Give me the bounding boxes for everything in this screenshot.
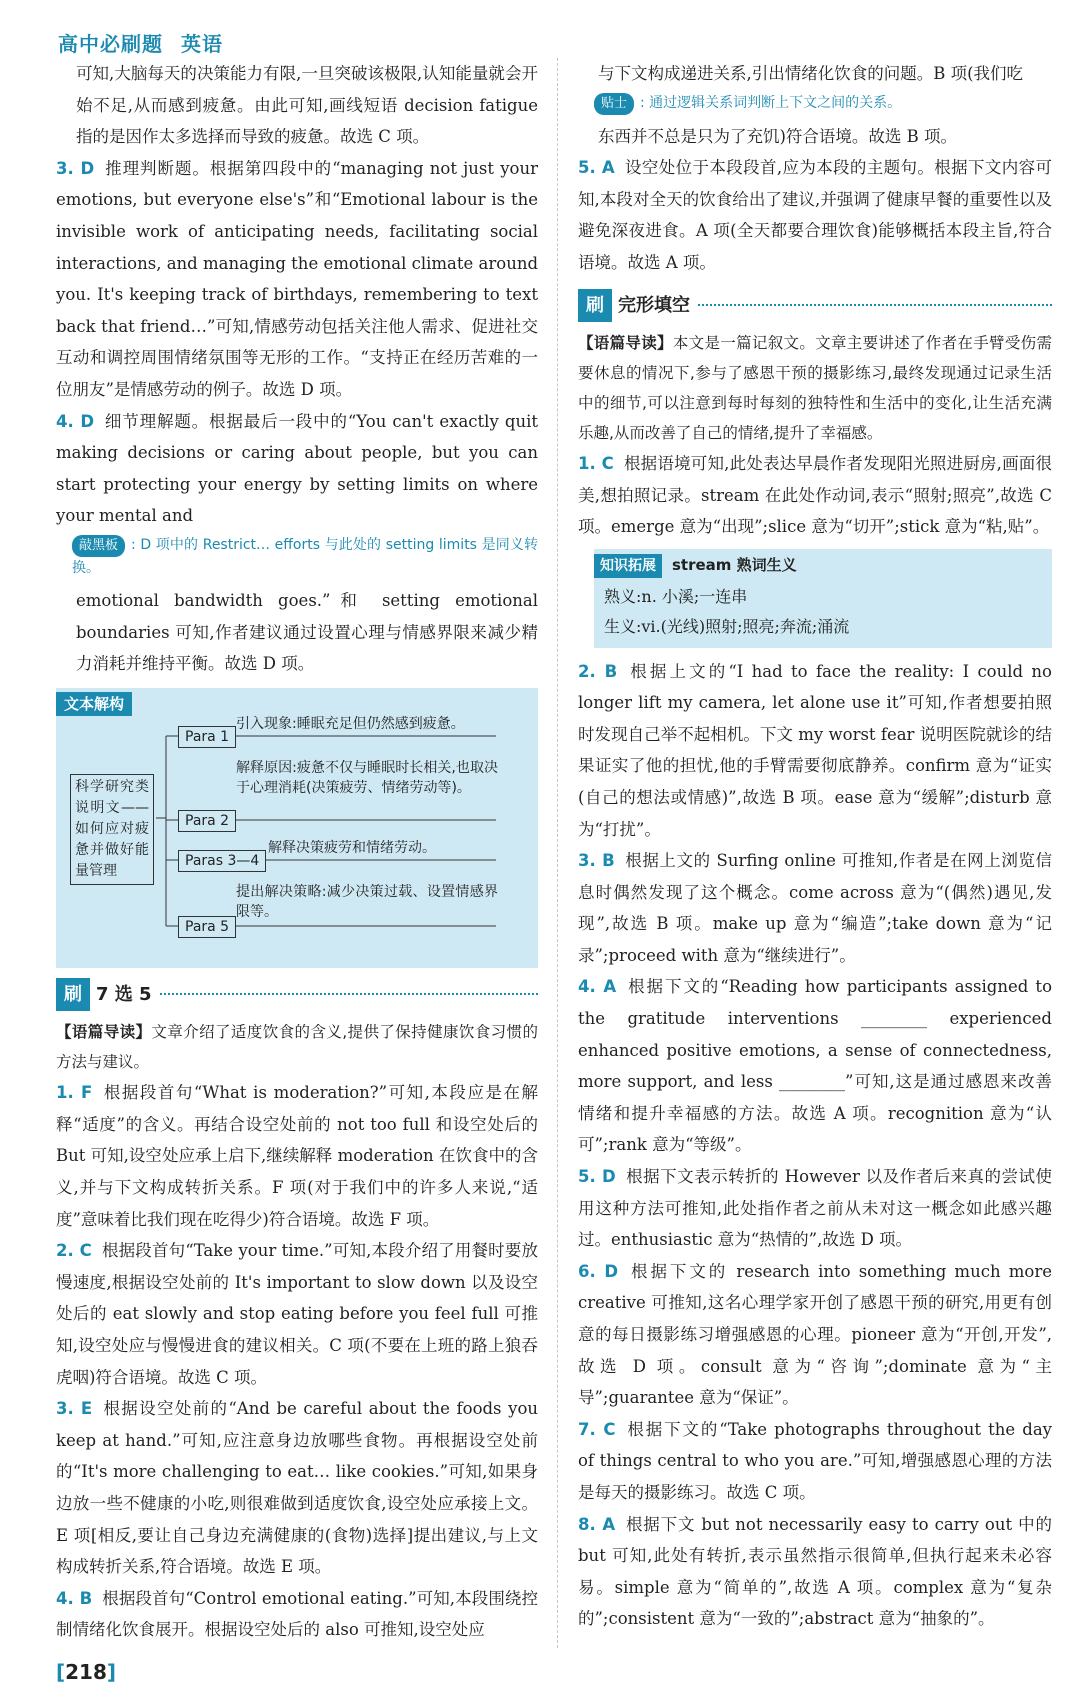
answer-text: 根据下文的“Take photographs throughout the day of things central to who you are.”可知,增强感恩心理的方法是每天的摄影练习。故选 C 项。 [578,1419,1052,1502]
structure-desc-2: 解释原因:疲惫不仅与睡眠时长相关,也取决于心理消耗(决策疲劳、情绪劳动等)。 [236,759,498,796]
structure-title: 文本解构 [56,692,132,716]
tip-note [594,92,1052,115]
page-number-text: 218 [65,1660,107,1684]
structure-desc-1: 引入现象:睡眠充足但仍然感到疲惫。 [236,715,465,732]
answer-text: 根据段首句“Control emotional eating.”可知,本段围绕控制情绪化饮食展开。根据设空处后的 also 可推知,设空处应 [56,1588,539,1640]
right-column [578,58,1052,1635]
reading-guide-label: 【语篇导读】 [578,334,673,353]
reading-guide-text: 文章介绍了适度饮食的含义,提供了保持健康饮食习惯的方法与建议。 [56,1023,538,1072]
answer-number: 1. F [56,1083,93,1103]
section-rule [160,993,538,995]
answer-text: 根据段首句“Take your time.”可知,本段介绍了用餐时要放慢速度,根据设空处前的 It's important to slow down 以及设空处后的 eat slowly and stop eating before you feel full 可推知,设空处应与慢慢进食的建议相关。C 项(不要在上班的路上狼吞虎咽)符合语境。故选 C 项。 [56,1241,539,1387]
cloze-item-3 [578,845,1052,971]
cloze-item-8 [578,1509,1052,1635]
page-number-bracket: ] [106,1660,117,1684]
tip-badge: 贴士 [594,93,634,115]
section-title: 7 选 5 [96,983,152,1005]
cloze-item-1 [578,448,1052,543]
answer-text: 根据段首句“What is moderation?”可知,本段应是在解释“适度”的含义。再结合设空处前的 not too full 和设空处后的 But 可知,设空处应承上启下,继续解释 moderation 在饮食中的含义,并与下文构成转折关系。F 项(对于我们中的许多人来说,“适度”意味着比我们现在吃得少)符合语境。故选 F 项。 [56,1083,539,1229]
answer-number: 2. C [56,1241,92,1261]
book-title: 高中必刷题 [58,32,163,56]
answer-number: 3. B [578,851,615,871]
reading-guide [578,328,1052,448]
answer-number: 3. D [56,158,95,178]
answer-number: 4. D [56,411,95,431]
running-head [58,28,241,57]
answer-text: 根据下文 but not necessarily easy to carry out 中的 but 可知,此处有转折,表示虽然指示很简单,但执行起来未必容易。simple 意为“简单的”,故选 A 项。complex 意为“复杂的”;consistent 意为“一致的”;abstract 意为“抽象的”。 [578,1514,1052,1629]
answer-text: 根据下文的 research into something much more creative 可推知,这名心理学家开创了感恩干预的研究,用更有创意的每日摄影练习增强感恩的心理。pioneer 意为“开创,开发”,故选 D 项。consult 意为“咨询”;dominate 意为“主导”;guarantee 意为“保证”。 [578,1261,1053,1408]
answer-item-3 [56,153,538,406]
answer-item-4 [56,406,538,532]
structure-diagram [56,688,538,968]
section-badge: 刷 [578,289,612,323]
cloze-item-4 [578,971,1052,1161]
answer-text: 根据上文的“I had to face the reality: I could no longer lift my camera, let alone use it”可知,作者想要拍照时发现自己举不起相机。下文 my worst fear 说明医院就诊的结果证实了他的担忧,他的手臂需要彻底静养。confirm 意为“证实(自己的想法或情感)”,故选 B 项。ease 意为“缓解”;disturb 意为“打扰”。 [578,661,1052,839]
reading-guide-label: 【语篇导读】 [56,1023,152,1042]
cloze-item-6 [578,1256,1052,1414]
knowledge-title: 知识拓展 [594,554,662,578]
knowledge-box [594,549,1052,648]
answer-text: 根据上文的 Surfing online 可推知,作者是在网上浏览信息时偶然发现了这个概念。come across 意为“(偶然)遇见,发现”,故选 B 项。make up 意为“编造”;take down 意为“记录”;proceed with 意为“继续进行”。 [578,851,1053,965]
answer-continuation: 与下文构成递进关系,引出情绪化饮食的问题。B 项(我们吃 [598,64,1024,83]
reading-guide [56,1017,538,1077]
section-badge: 刷 [56,978,90,1012]
structure-para-2: Para 2 [178,810,236,832]
answer-text: 设空处位于本段段首,应为本段的主题句。根据下文内容可知,本段对全天的饮食给出了建议,并强调了健康早餐的重要性以及避免深夜进食。A 项(全天都要合理饮食)能够概括本段主旨,符合语境。故选 A 项。 [578,158,1053,272]
answer-item-3b [56,1393,538,1583]
answer-item-4b [56,1583,538,1646]
answer-item-2 [56,1235,538,1393]
answer-text: 根据下文的“Reading how participants assigned to the gratitude interventions ________ experienced enhanced positive emotions, a sense of connectedness, more support, and less ________”可知,这是通过感恩来改善情绪和提升幸福感的方法。故选 A 项。recognition 意为“认可”;rank 意为“等级”。 [578,977,1052,1155]
answer-text: 根据语境可知,此处表达早晨作者发现阳光照进厨房,画面很美,想拍照记录。stream 在此处作动词,表示“照射;照亮”,故选 C 项。emerge 意为“出现”;slice 意为“切开”;stick 意为“粘,贴”。 [578,454,1052,537]
answer-text: 根据下文表示转折的 However 以及作者后来真的尝试使用这种方法可推知,此处指作者之前从未对这一概念如此感兴趣过。enthusiastic 意为“热情的”,故选 D 项。 [578,1167,1052,1250]
knowledge-head: stream 熟词生义 [672,555,797,574]
answer-item-5 [578,152,1052,278]
answer-text: 东西并不总是只为了充饥)符合语境。故选 B 项。 [598,126,958,146]
answer-text: 细节理解题。根据最后一段中的“You can't exactly quit making decisions or caring about people, but you can start protecting your energy by setting limits on where your mental and [56,411,538,526]
column-divider [557,58,558,1648]
tip-badge: 敲黑板 [72,535,125,557]
section-header-7-choose-5 [56,978,538,1012]
answer-number: 5. D [578,1167,616,1187]
cloze-item-5 [578,1161,1052,1256]
answer-number: 2. B [578,661,618,681]
knowledge-familiar: 熟义:n. 小溪;一连串 [604,586,748,606]
structure-desc-5: 提出解决策略:减少决策过载、设置情感界限等。 [236,883,498,920]
section-title: 完形填空 [618,294,690,316]
reading-guide-text: 本文是一篇记叙文。文章主要讲述了作者在手臂受伤需要休息的情况下,参与了感恩干预的摄影练习,最终发现通过记录生活中的细节,可以注意到每时每刻的独特性和生活中的变化,让生活充满乐趣,从而改善了自己的情绪,提升了幸福感。 [578,334,1052,443]
answer-number: 8. A [578,1514,616,1534]
answer-text: 根据设空处前的“And be careful about the foods you keep at hand.”可知,应注意身边放哪些食物。再根据设空处前的“It's more challenging to eat… like cookies.”可知,如果身边放一些不健康的小吃,则很难做到适度饮食,设空处应承接上文。E 项[相反,要让自己身边充满健康的(食物)选择]提出建议,与上文构成转折关系,符合语境。故选 E 项。 [56,1399,538,1577]
cloze-item-2 [578,656,1052,846]
answer-text: 推理判断题。根据第四段中的“managing not just your emotions, but everyone else's”和“Emotional labour is the invisible work of anticipating needs, facilitating social interactions, and managing the emotional climate around you. It's keeping track of birthdays, remembering to text back that friend…”可知,情感劳动包括关注他人需求、促进社交互动和调控周围情绪氛围等无形的工作。“支持正在经历苦难的一位朋友”是情感劳动的例子。故选 D 项。 [56,158,539,399]
structure-root: 科学研究类说明文——如何应对疲惫并做好能量管理 [70,774,154,885]
answer-number: 4. B [56,1588,93,1608]
answer-number: 1. C [578,454,614,474]
page-number [56,1660,116,1684]
subject-title: 英语 [181,32,223,56]
section-header-cloze [578,289,1052,323]
structure-para-1: Para 1 [178,726,236,748]
structure-para-3-4: Paras 3—4 [178,850,266,872]
structure-desc-3-4: 解释决策疲劳和情绪劳动。 [268,839,436,856]
cloze-item-7 [578,1414,1052,1509]
tip-text: : 通过逻辑关系词判断上下文之间的关系。 [640,94,902,111]
left-column [56,58,538,1646]
answer-number: 4. A [578,977,617,997]
answer-item-1 [56,1077,538,1235]
answer-number: 3. E [56,1399,93,1419]
section-rule [698,304,1052,306]
answer-number: 5. A [578,158,615,178]
knowledge-new: 生义:vi.(光线)照射;照亮;奔流;涌流 [604,616,850,636]
answer-number: 7. C [578,1419,616,1439]
answer-number: 6. D [578,1261,619,1281]
answer-continuation: 可知,大脑每天的决策能力有限,一旦突破该极限,认知能量就会开始不足,从而感到疲惫。由此可知,画线短语 decision fatigue 指的是因作太多选择而导致的疲惫。故选 C 项。 [76,64,538,147]
answer-text: emotional bandwidth goes.”和 setting emotional boundaries 可知,作者建议通过设置心理与情感界限来减少精力消耗并维持平衡。故选 D 项。 [76,590,538,674]
structure-para-5: Para 5 [178,916,236,938]
tip-note [72,534,538,579]
tip-text: : D 项中的 Restrict… efforts 与此处的 setting limits 是同义转换。 [72,536,538,576]
